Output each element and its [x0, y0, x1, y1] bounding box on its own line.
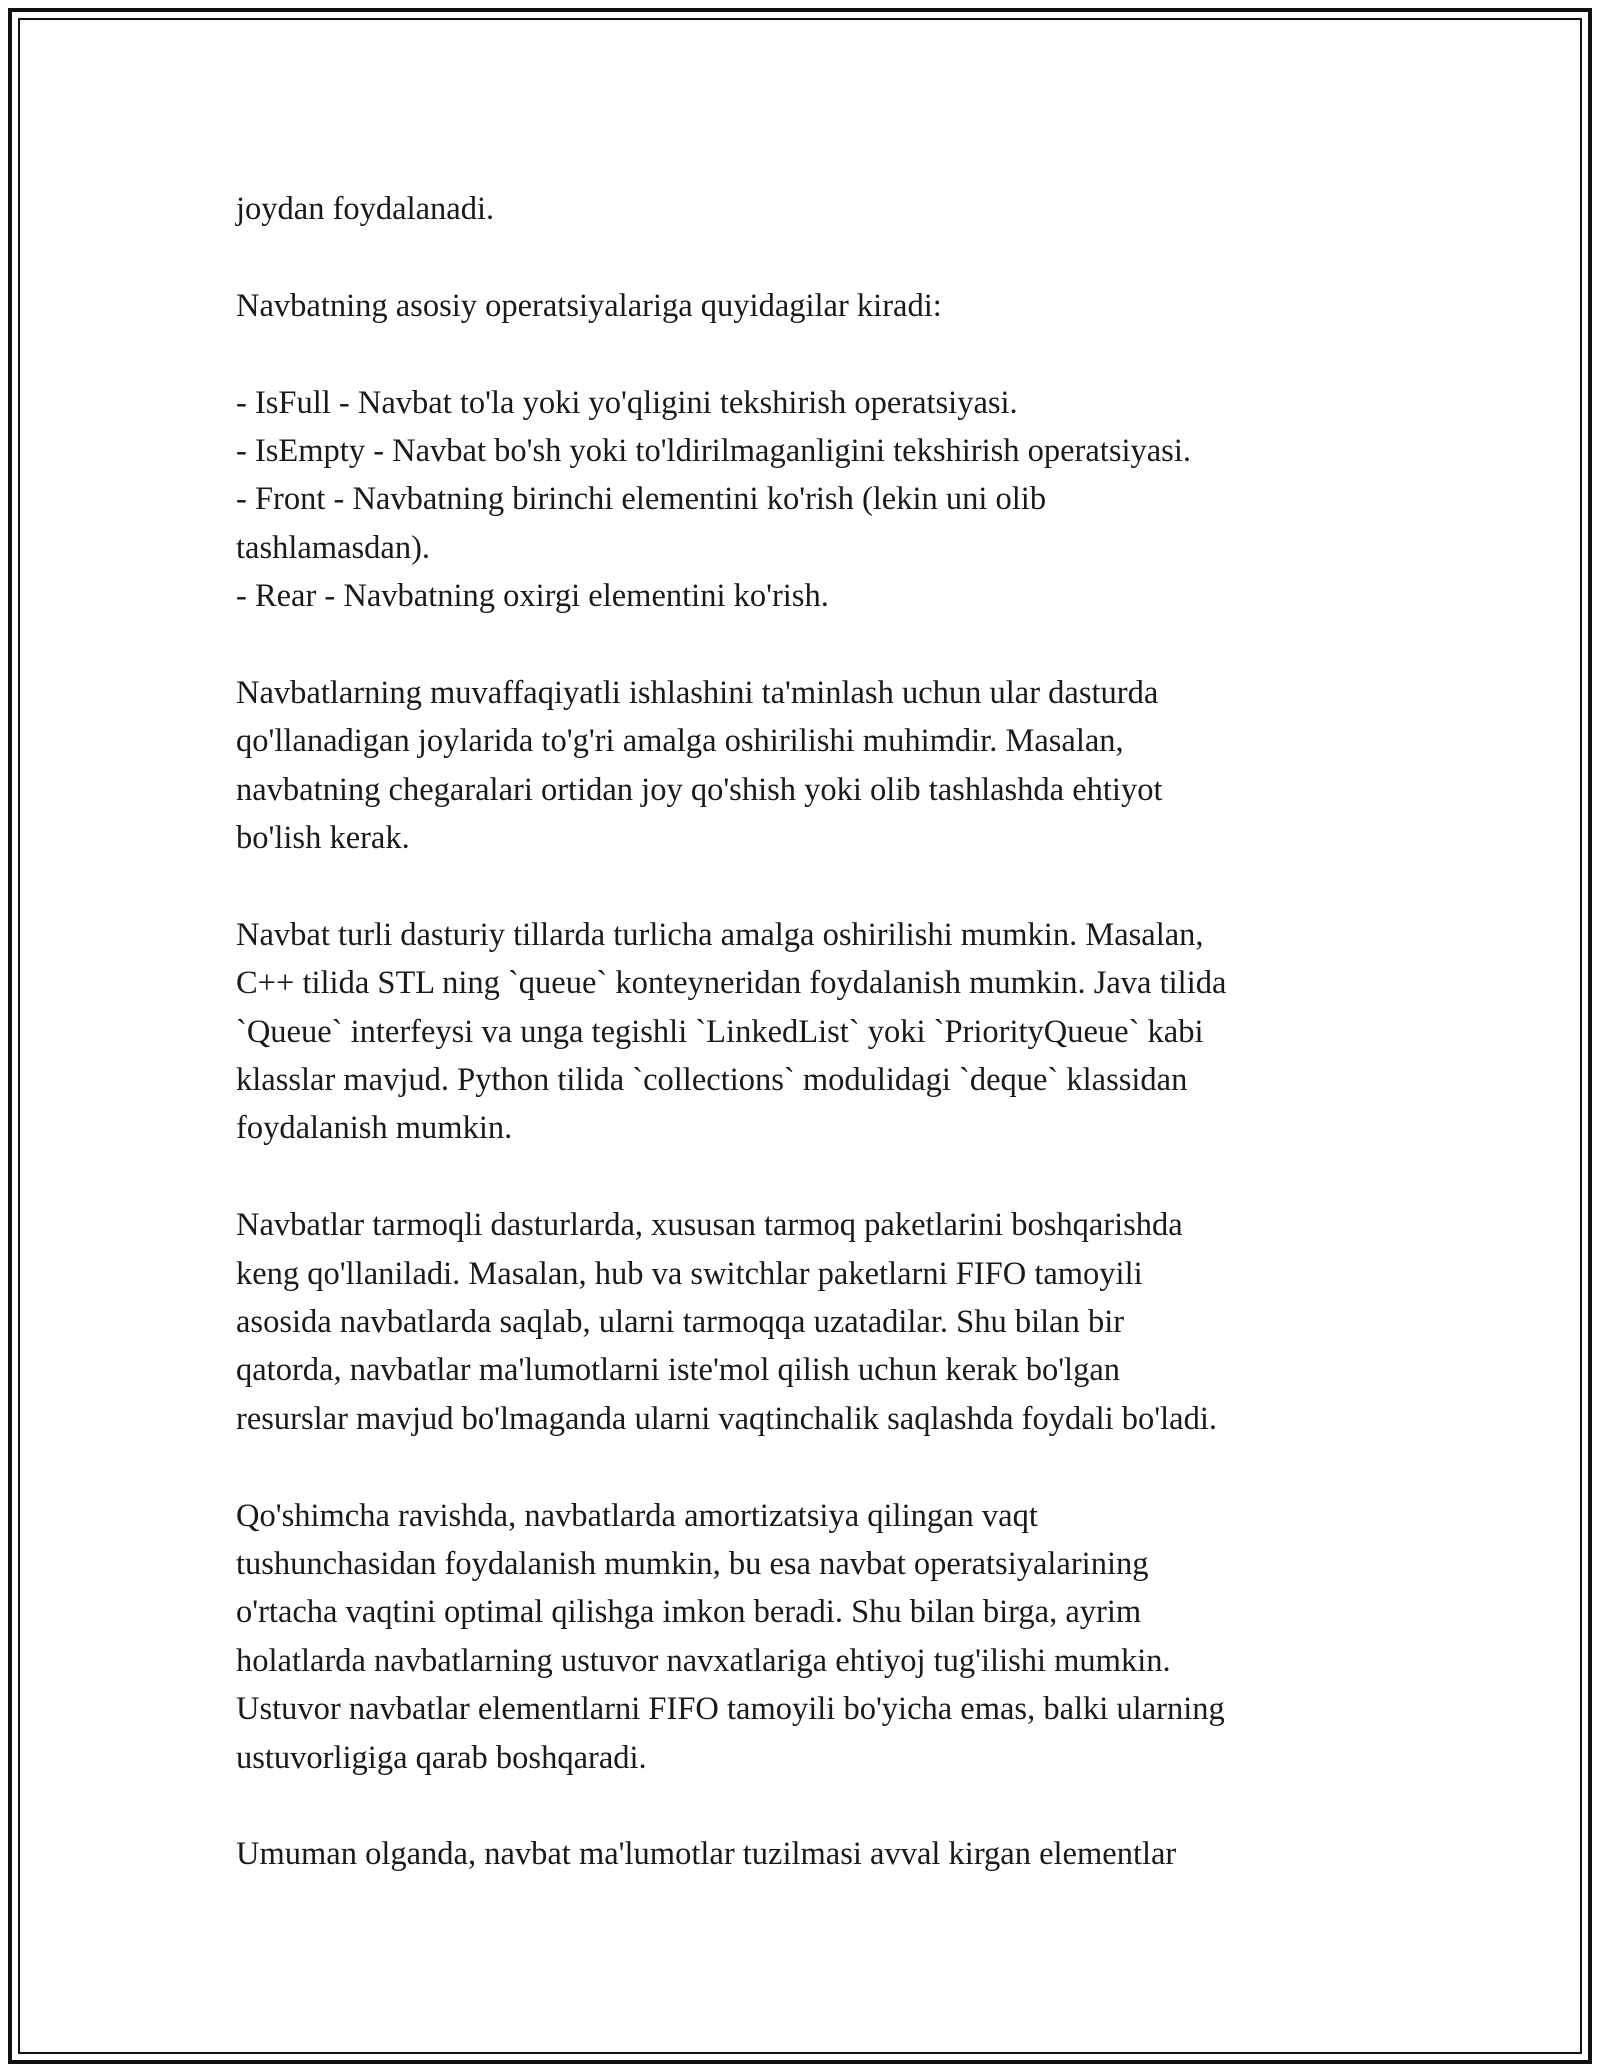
paragraph-operations-heading: [236, 282, 1376, 330]
text-line: holatlarda navbatlarning ustuvor navxatlariga ehtiyoj tug'ilishi mumkin.: [236, 1642, 1171, 1679]
text-line: qo'llanadigan joylarida to'g'ri amalga oshirilishi muhimdir. Masalan,: [236, 723, 1124, 760]
paragraph-gap: [236, 1153, 1376, 1201]
text-line: keng qo'llaniladi. Masalan, hub va switchlar paketlarni FIFO tamoyili: [236, 1255, 1143, 1292]
operations-list: [236, 379, 1376, 621]
paragraph-conclusion: [236, 1830, 1376, 1878]
list-item-isempty: - IsEmpty - Navbat bo'sh yoki to'ldirilmaganligini tekshirish operatsiyasi.: [236, 432, 1191, 469]
text-line: Navbatning asosiy operatsiyalariga quyidagilar kiradi:: [236, 287, 942, 324]
document-body: [236, 185, 1376, 1879]
text-line: klasslar mavjud. Python tilida `collections` modulidagi `deque` klassidan: [236, 1062, 1188, 1099]
paragraph-networking: [236, 1201, 1376, 1443]
text-line: Navbat turli dasturiy tillarda turlicha amalga oshirilishi mumkin. Masalan,: [236, 916, 1204, 953]
paragraph-implementation-care: [236, 669, 1376, 863]
text-line: Ustuvor navbatlar elementlarni FIFO tamoyili bo'yicha emas, balki ularning: [236, 1691, 1225, 1728]
text-line: C++ tilida STL ning `queue` konteyneridan foydalanish mumkin. Java tilida: [236, 965, 1227, 1002]
list-item-isfull: - IsFull - Navbat to'la yoki yo'qligini tekshirish operatsiyasi.: [236, 384, 1018, 421]
paragraph-gap: [236, 233, 1376, 281]
paragraph-amortized: [236, 1492, 1376, 1782]
text-line: joydan foydalanadi.: [236, 191, 495, 227]
text-line: Umuman olganda, navbat ma'lumotlar tuzilmasi avval kirgan elementlar: [236, 1836, 1177, 1873]
text-line: `Queue` interfeysi va unga tegishli `LinkedList` yoki `PriorityQueue` kabi: [236, 1013, 1204, 1050]
text-line: Qo'shimcha ravishda, navbatlarda amortizatsiya qilingan vaqt: [236, 1497, 1038, 1534]
list-item-front: - Front - Navbatning birinchi elementini ko'rish (lekin uni olib: [236, 481, 1047, 518]
text-line: ustuvorligiga qarab boshqaradi.: [236, 1739, 647, 1776]
paragraph-gap: [236, 1443, 1376, 1491]
text-line: o'rtacha vaqtini optimal qilishga imkon beradi. Shu bilan birga, ayrim: [236, 1594, 1142, 1631]
paragraph-gap: [236, 862, 1376, 910]
text-line: tushunchasidan foydalanish mumkin, bu esa navbat operatsiyalarining: [236, 1545, 1149, 1582]
text-line: bo'lish kerak.: [236, 820, 410, 857]
paragraph-gap: [236, 1782, 1376, 1830]
list-item-rear: - Rear - Navbatning oxirgi elementini ko'rish.: [236, 578, 829, 615]
paragraph-languages: [236, 911, 1376, 1153]
text-line: navbatning chegaralari ortidan joy qo'shish yoki olib tashlashda ehtiyot: [236, 771, 1163, 808]
list-item-front-continued: tashlamasdan).: [236, 529, 431, 566]
text-line: asosida navbatlarda saqlab, ularni tarmoqqa uzatadilar. Shu bilan bir: [236, 1303, 1125, 1340]
paragraph-gap: [236, 330, 1376, 378]
text-line: Navbatlarning muvaffaqiyatli ishlashini ta'minlash uchun ular dasturda: [236, 674, 1159, 711]
paragraph-intro-tail: [236, 185, 1376, 233]
text-line: Navbatlar tarmoqli dasturlarda, xususan tarmoq paketlarini boshqarishda: [236, 1207, 1183, 1244]
text-line: resurslar mavjud bo'lmaganda ularni vaqtinchalik saqlashda foydali bo'ladi.: [236, 1400, 1218, 1437]
text-line: qatorda, navbatlar ma'lumotlarni iste'mol qilish uchun kerak bo'lgan: [236, 1352, 1121, 1389]
text-line: foydalanish mumkin.: [236, 1110, 513, 1147]
paragraph-gap: [236, 621, 1376, 669]
